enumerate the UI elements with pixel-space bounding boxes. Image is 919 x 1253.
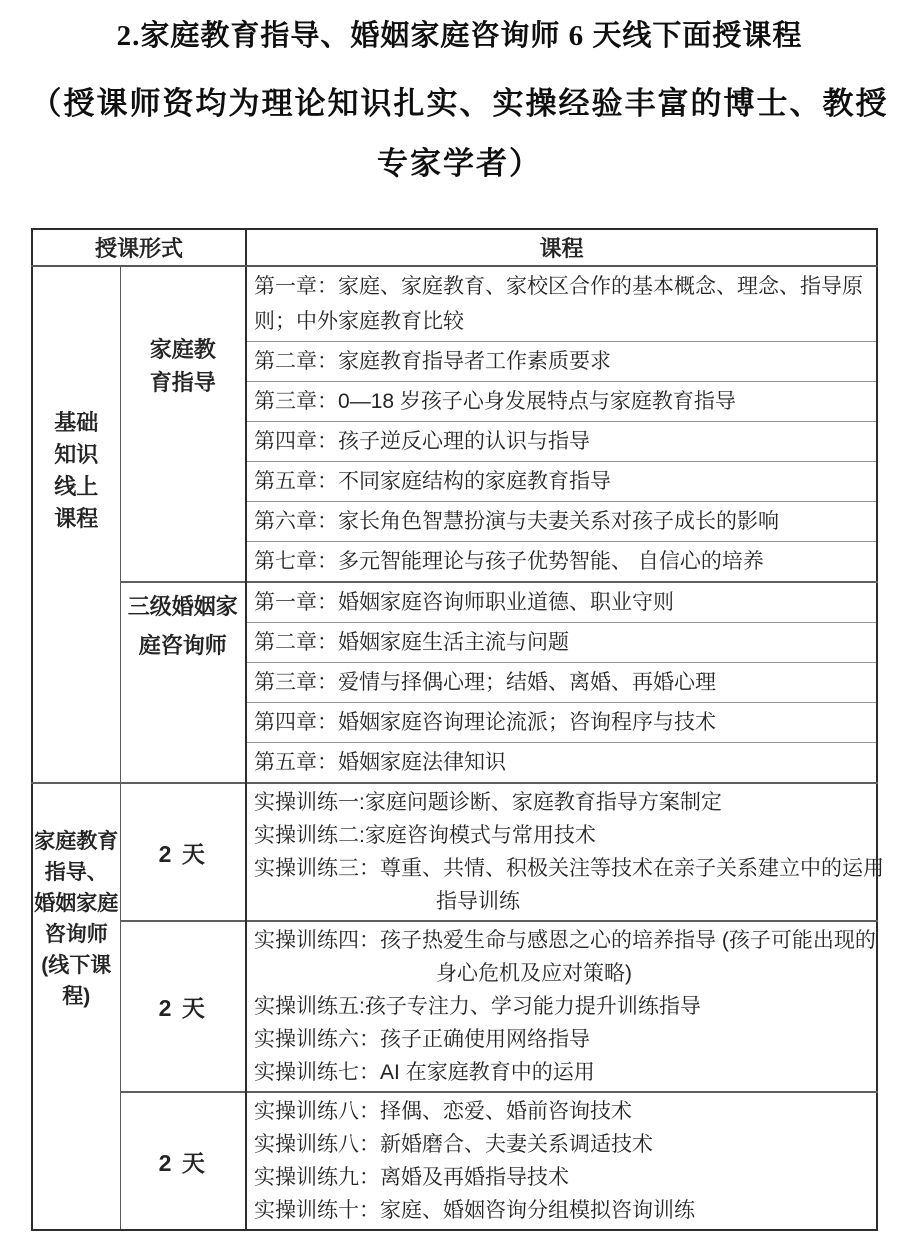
section-label-line: 婚姻家庭 bbox=[34, 892, 119, 915]
subtitle-line-1: （授课师资均为理论知识扎实、实操经验丰富的博士、教授 bbox=[30, 86, 889, 121]
course-row: 第七章：多元智能理论与孩子优势智能、 自信心的培养 bbox=[246, 542, 877, 583]
course-row: 第四章：婚姻家庭咨询理论流派；咨询程序与技术 bbox=[246, 703, 877, 743]
section-label-line: (线下课 bbox=[41, 954, 112, 977]
training-line: 实操训练七：AI 在家庭教育中的运用 bbox=[254, 1061, 595, 1084]
training-line: 实操训练八：新婚磨合、夫妻关系调适技术 bbox=[254, 1133, 654, 1156]
course-row: 第三章：0—18 岁孩子心身发展特点与家庭教育指导 bbox=[246, 382, 877, 422]
course-row: 第一章：婚姻家庭咨询师职业道德、职业守则 bbox=[246, 582, 877, 623]
section-label-line: 线上 bbox=[54, 474, 99, 499]
duration-label: 2 天 bbox=[120, 1092, 246, 1230]
table-row bbox=[32, 266, 877, 342]
table-header-row bbox=[32, 229, 877, 266]
group-label-line: 育指导 bbox=[149, 370, 216, 395]
course-row: 第二章：婚姻家庭生活主流与问题 bbox=[246, 623, 877, 663]
table-row bbox=[32, 1092, 877, 1230]
header-teaching-format: 授课形式 bbox=[32, 229, 246, 266]
group-label-marriage-family-counselor bbox=[120, 582, 246, 783]
section-label-line: 课程 bbox=[54, 506, 99, 531]
training-line: 实操训练四：孩子热爱生命与感恩之心的培养指导 (孩子可能出现的 bbox=[254, 929, 876, 952]
header-course: 课程 bbox=[246, 229, 877, 266]
group-label-line: 庭咨询师 bbox=[138, 633, 227, 658]
training-line-continuation: 身心危机及应对策略) bbox=[436, 962, 633, 985]
training-line: 实操训练三：尊重、共情、积极关注等技术在亲子关系建立中的运用 bbox=[254, 857, 885, 880]
training-line: 实操训练十：家庭、婚姻咨询分组模拟咨询训练 bbox=[254, 1199, 696, 1222]
section-label-offline-course bbox=[32, 783, 120, 1230]
document-title: 2.家庭教育指导、婚姻家庭咨询师 6 天线下面授课程 bbox=[116, 20, 803, 52]
group-label-line: 家庭教 bbox=[149, 337, 216, 362]
course-row: 第四章：孩子逆反心理的认识与指导 bbox=[246, 422, 877, 462]
group-label-family-education-guidance bbox=[120, 266, 246, 582]
training-group-cell bbox=[246, 783, 885, 921]
training-line: 实操训练五:孩子专注力、学习能力提升训练指导 bbox=[254, 995, 701, 1018]
document-subtitle bbox=[0, 74, 919, 194]
training-group-cell bbox=[246, 921, 877, 1092]
section-label-line: 指导、 bbox=[44, 861, 108, 884]
duration-label: 2 天 bbox=[120, 921, 246, 1092]
section-label-line: 家庭教育 bbox=[34, 830, 119, 853]
training-line: 实操训练八：择偶、恋爱、婚前咨询技术 bbox=[254, 1100, 633, 1123]
course-row: 第二章：家庭教育指导者工作素质要求 bbox=[246, 342, 877, 382]
training-line: 实操训练二:家庭咨询模式与常用技术 bbox=[254, 824, 596, 847]
table-row bbox=[32, 921, 877, 1092]
table-row bbox=[32, 582, 877, 623]
section-label-line: 知识 bbox=[54, 442, 99, 467]
document-page bbox=[0, 16, 919, 1231]
course-row: 第三章：爱情与择偶心理；结婚、离婚、再婚心理 bbox=[246, 663, 877, 703]
course-row: 第一章：家庭、家庭教育、家校区合作的基本概念、理念、指导原则；中外家庭教育比较 bbox=[246, 266, 877, 342]
group-label-line: 三级婚姻家 bbox=[127, 594, 238, 619]
course-row: 第六章：家长角色智慧扮演与夫妻关系对孩子成长的影响 bbox=[246, 502, 877, 542]
subtitle-line-2: 专家学者） bbox=[377, 146, 542, 181]
training-line: 实操训练一:家庭问题诊断、家庭教育指导方案制定 bbox=[254, 791, 722, 814]
table-row bbox=[32, 783, 877, 921]
training-line-continuation: 指导训练 bbox=[436, 890, 521, 913]
course-row: 第五章：婚姻家庭法律知识 bbox=[246, 743, 877, 784]
section-label-line: 程) bbox=[62, 985, 91, 1008]
course-table bbox=[31, 228, 885, 1231]
training-line: 实操训练六：孩子正确使用网络指导 bbox=[254, 1028, 591, 1051]
section-label-line: 咨询师 bbox=[44, 923, 108, 946]
training-group-cell bbox=[246, 1092, 877, 1230]
section-label-online-basics bbox=[32, 266, 120, 783]
training-line: 实操训练九：离婚及再婚指导技术 bbox=[254, 1166, 570, 1189]
duration-label: 2 天 bbox=[120, 783, 246, 921]
course-row: 第五章：不同家庭结构的家庭教育指导 bbox=[246, 462, 877, 502]
section-label-line: 基础 bbox=[54, 410, 99, 435]
